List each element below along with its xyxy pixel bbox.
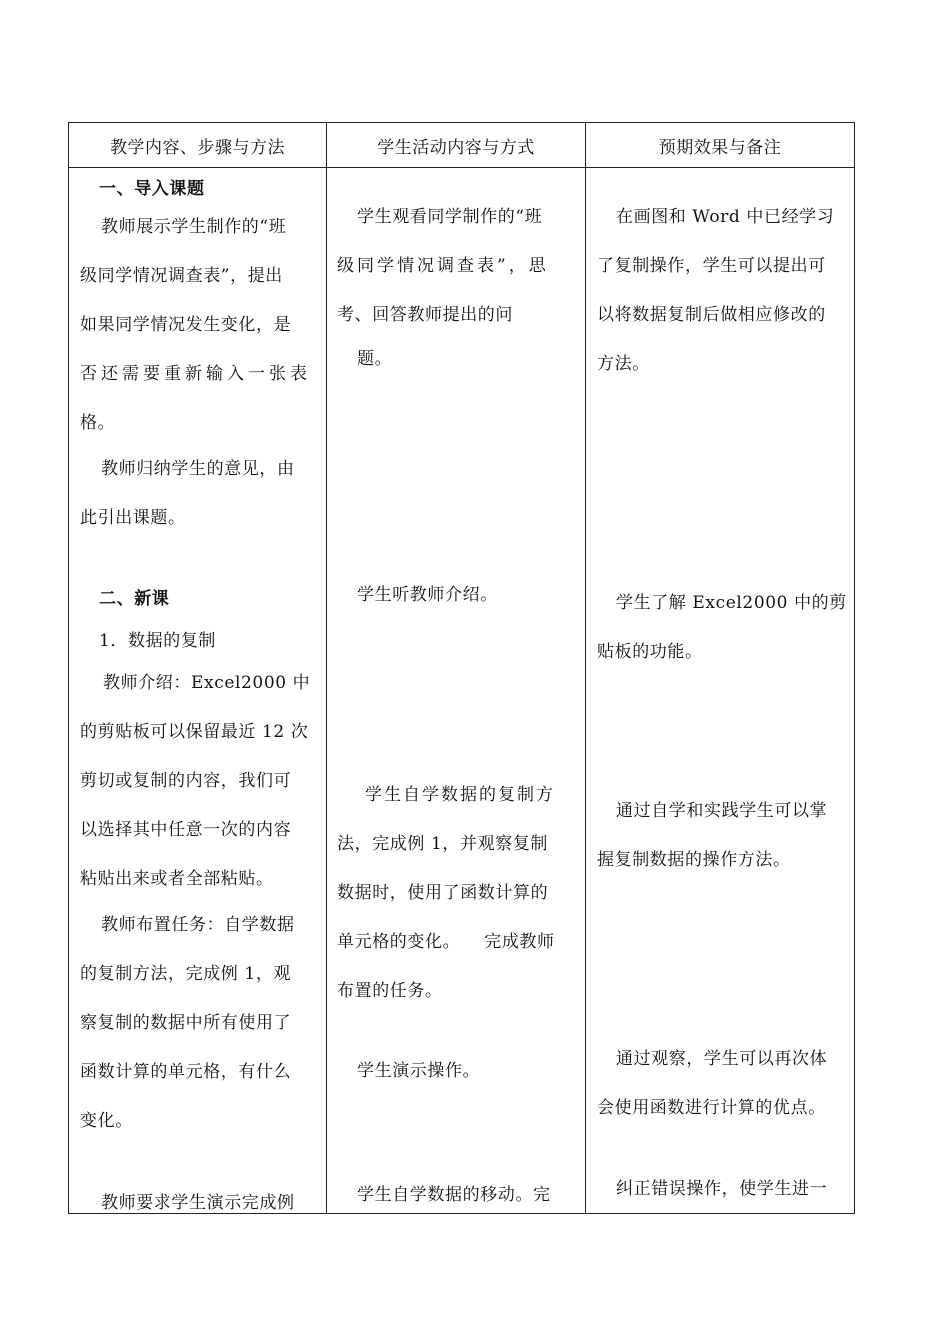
text-line: 布置的任务。 [337,981,443,1001]
cell-teaching-content [69,168,327,1214]
text-line: 通过观察，学生可以再次体 [616,1049,828,1069]
cell-student-activity [327,168,586,1214]
header-student-activity: 学生活动内容与方式 [327,123,586,168]
text-line: 方法。 [597,354,650,374]
table-body-row [69,168,855,1214]
text-line: 了复制操作，学生可以提出可 [597,256,826,276]
text-line: 教师布置任务：自学数据 [101,915,295,935]
section-title-new-lesson: 二、新课 [99,589,170,609]
text-line: 法，完成例 1，并观察复制 [337,834,549,854]
text-line: 粘贴出来或者全部粘贴。 [80,869,274,889]
text-line: 学生自学数据的移动。完 [357,1185,551,1205]
text-line: 学生观看同学制作的“班 [357,207,543,227]
text-line: 此引出课题。 [80,508,186,528]
text-line: 以将数据复制后做相应修改的 [597,305,826,325]
text-line: 学生听教师介绍。 [357,585,498,605]
text-line: 教师介绍：Excel2000 中 [103,673,311,693]
text-line: 学生了解 Excel2000 中的剪 [616,593,847,613]
text-line: 考、回答教师提出的问 [337,305,513,325]
text-line: 教师要求学生演示完成例 [101,1193,295,1213]
text-line: 通过自学和实践学生可以掌 [616,801,828,821]
text-line: 贴板的功能。 [597,642,703,662]
text-line: 的复制方法，完成例 1，观 [80,964,292,984]
text-line: 在画图和 Word 中已经学习 [616,207,835,227]
text-line: 察复制的数据中所有使用了 [80,1013,292,1033]
table-header-row [69,123,855,168]
text-line: 教师归纳学生的意见，由 [101,459,295,479]
text-line: 教师展示学生制作的“班 [101,217,287,237]
text-line: 以选择其中任意一次的内容 [80,820,292,840]
text-line: 学生自学数据的复制方 [365,785,555,805]
text-line: 级同学情况调查表”，思 [337,256,549,276]
header-expected-effect: 预期效果与备注 [586,123,855,168]
text-line: 纠正错误操作，使学生进一 [616,1179,828,1199]
text-line: 数据时，使用了函数计算的 [337,883,549,903]
text-line: 剪切或复制的内容，我们可 [80,771,292,791]
text-line: 如果同学情况发生变化，是 [80,315,292,335]
header-teaching-content: 教学内容、步骤与方法 [69,123,327,168]
text-line: 级同学情况调查表”，提出 [80,266,283,286]
text-line: 的剪贴板可以保留最近 12 次 [80,722,309,742]
cell-expected-effect [586,168,855,1214]
lesson-plan-table [68,122,855,1214]
text-line: 题。 [357,349,393,369]
text-line: 学生演示操作。 [357,1061,481,1081]
text-line: 握复制数据的操作方法。 [597,850,791,870]
text-line: 会使用函数进行计算的优点。 [597,1098,826,1118]
text-line: 单元格的变化。 完成教师 [337,932,555,952]
text-line: 函数计算的单元格，有什么 [80,1062,292,1082]
text-line: 格。 [80,413,116,433]
subsection-title: 1．数据的复制 [99,631,217,651]
text-line: 变化。 [80,1111,133,1131]
text-line: 否还需要重新输入一张表 [80,364,311,384]
section-title-intro: 一、导入课题 [99,179,205,199]
